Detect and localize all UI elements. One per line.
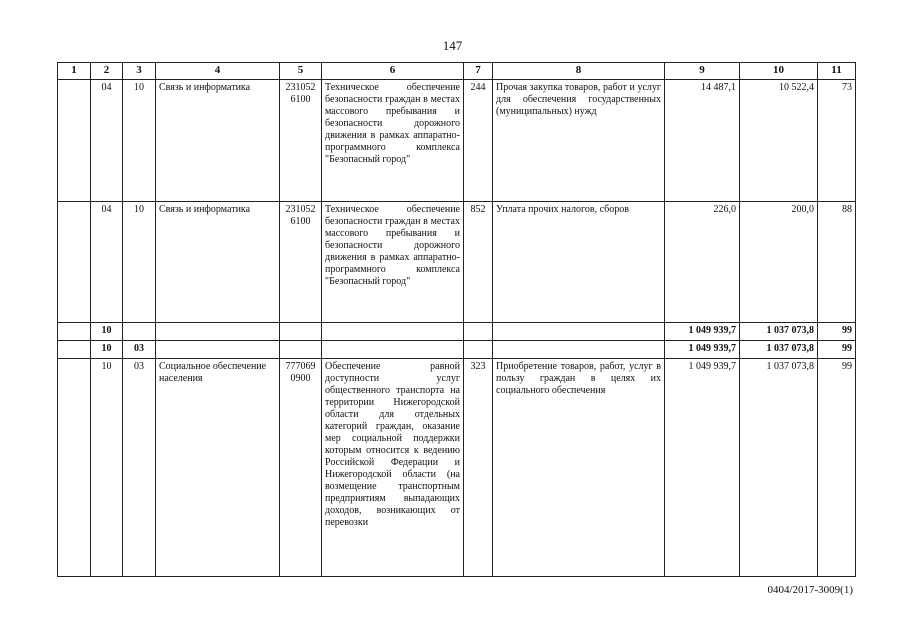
cell-percent: 99 (818, 341, 856, 359)
cell-actual: 200,0 (740, 202, 818, 323)
cell-section-name: Социальное обеспечение населения (156, 359, 280, 577)
cell-actual: 1 037 073,8 (740, 341, 818, 359)
cell-expense-name (493, 323, 665, 341)
cell-target-code (280, 323, 322, 341)
column-header: 11 (818, 63, 856, 80)
table-row (58, 80, 856, 202)
cell-target-code: 231052 6100 (280, 80, 322, 202)
cell-target-code: 777069 0900 (280, 359, 322, 577)
cell-target-code (280, 341, 322, 359)
cell-target-name: Обеспечение равной доступности услуг общественного транспорта на территории Нижегородской области для отдельных категорий граждан, оказание мер социальной поддержки которым относится к ведению Российской Федерации и Нижегородской области (на возмещение транспортным предприятиям выпадающих доходов, возникающих от перевозки (322, 359, 464, 577)
page-number: 147 (442, 38, 463, 53)
document-code: 0404/2017-3009(1) (767, 584, 853, 596)
cell-actual: 1 037 073,8 (740, 359, 818, 577)
cell-col1 (58, 202, 91, 323)
table-row-total (58, 341, 856, 359)
budget-table (57, 62, 856, 577)
cell-col1 (58, 323, 91, 341)
cell-subsection: 10 (123, 80, 156, 202)
cell-percent: 88 (818, 202, 856, 323)
column-header: 9 (665, 63, 740, 80)
cell-subsection (123, 323, 156, 341)
table-row (58, 359, 856, 577)
column-header: 7 (464, 63, 493, 80)
cell-planned: 1 049 939,7 (665, 341, 740, 359)
cell-section-name (156, 323, 280, 341)
cell-target-code: 231052 6100 (280, 202, 322, 323)
cell-section-name: Связь и информатика (156, 80, 280, 202)
cell-section: 04 (91, 80, 123, 202)
cell-percent: 99 (818, 323, 856, 341)
cell-subsection: 03 (123, 341, 156, 359)
cell-expense-type: 244 (464, 80, 493, 202)
cell-col1 (58, 341, 91, 359)
cell-planned: 226,0 (665, 202, 740, 323)
table-row (58, 202, 856, 323)
cell-section: 04 (91, 202, 123, 323)
cell-expense-type (464, 323, 493, 341)
cell-section: 10 (91, 341, 123, 359)
cell-expense-name: Прочая закупка товаров, работ и услуг для обеспечения государственных (муниципальных) нужд (493, 80, 665, 202)
header-row (58, 63, 856, 80)
cell-target-name (322, 323, 464, 341)
column-header: 3 (123, 63, 156, 80)
cell-actual: 1 037 073,8 (740, 323, 818, 341)
column-header: 8 (493, 63, 665, 80)
cell-target-name: Техническое обеспечение безопасности граждан в местах массового пребывания и безопасности дорожного движения в рамках аппаратно-программного комплекса "Безопасный город" (322, 202, 464, 323)
column-header: 6 (322, 63, 464, 80)
cell-col1 (58, 359, 91, 577)
cell-expense-type: 323 (464, 359, 493, 577)
cell-percent: 73 (818, 80, 856, 202)
cell-section: 10 (91, 359, 123, 577)
cell-planned: 14 487,1 (665, 80, 740, 202)
cell-subsection: 10 (123, 202, 156, 323)
cell-expense-type (464, 341, 493, 359)
column-header: 2 (91, 63, 123, 80)
cell-section-name (156, 341, 280, 359)
cell-planned: 1 049 939,7 (665, 359, 740, 577)
cell-expense-name: Приобретение товаров, работ, услуг в пользу граждан в целях их социального обеспечения (493, 359, 665, 577)
cell-planned: 1 049 939,7 (665, 323, 740, 341)
cell-expense-name (493, 341, 665, 359)
cell-section: 10 (91, 323, 123, 341)
cell-expense-type: 852 (464, 202, 493, 323)
cell-target-name (322, 341, 464, 359)
column-header: 1 (58, 63, 91, 80)
column-header: 10 (740, 63, 818, 80)
column-header: 4 (156, 63, 280, 80)
cell-subsection: 03 (123, 359, 156, 577)
cell-expense-name: Уплата прочих налогов, сборов (493, 202, 665, 323)
cell-actual: 10 522,4 (740, 80, 818, 202)
table-row-total (58, 323, 856, 341)
column-header: 5 (280, 63, 322, 80)
cell-target-name: Техническое обеспечение безопасности граждан в местах массового пребывания и безопасности дорожного движения в рамках аппаратно-программного комплекса "Безопасный город" (322, 80, 464, 202)
cell-section-name: Связь и информатика (156, 202, 280, 323)
cell-col1 (58, 80, 91, 202)
cell-percent: 99 (818, 359, 856, 577)
